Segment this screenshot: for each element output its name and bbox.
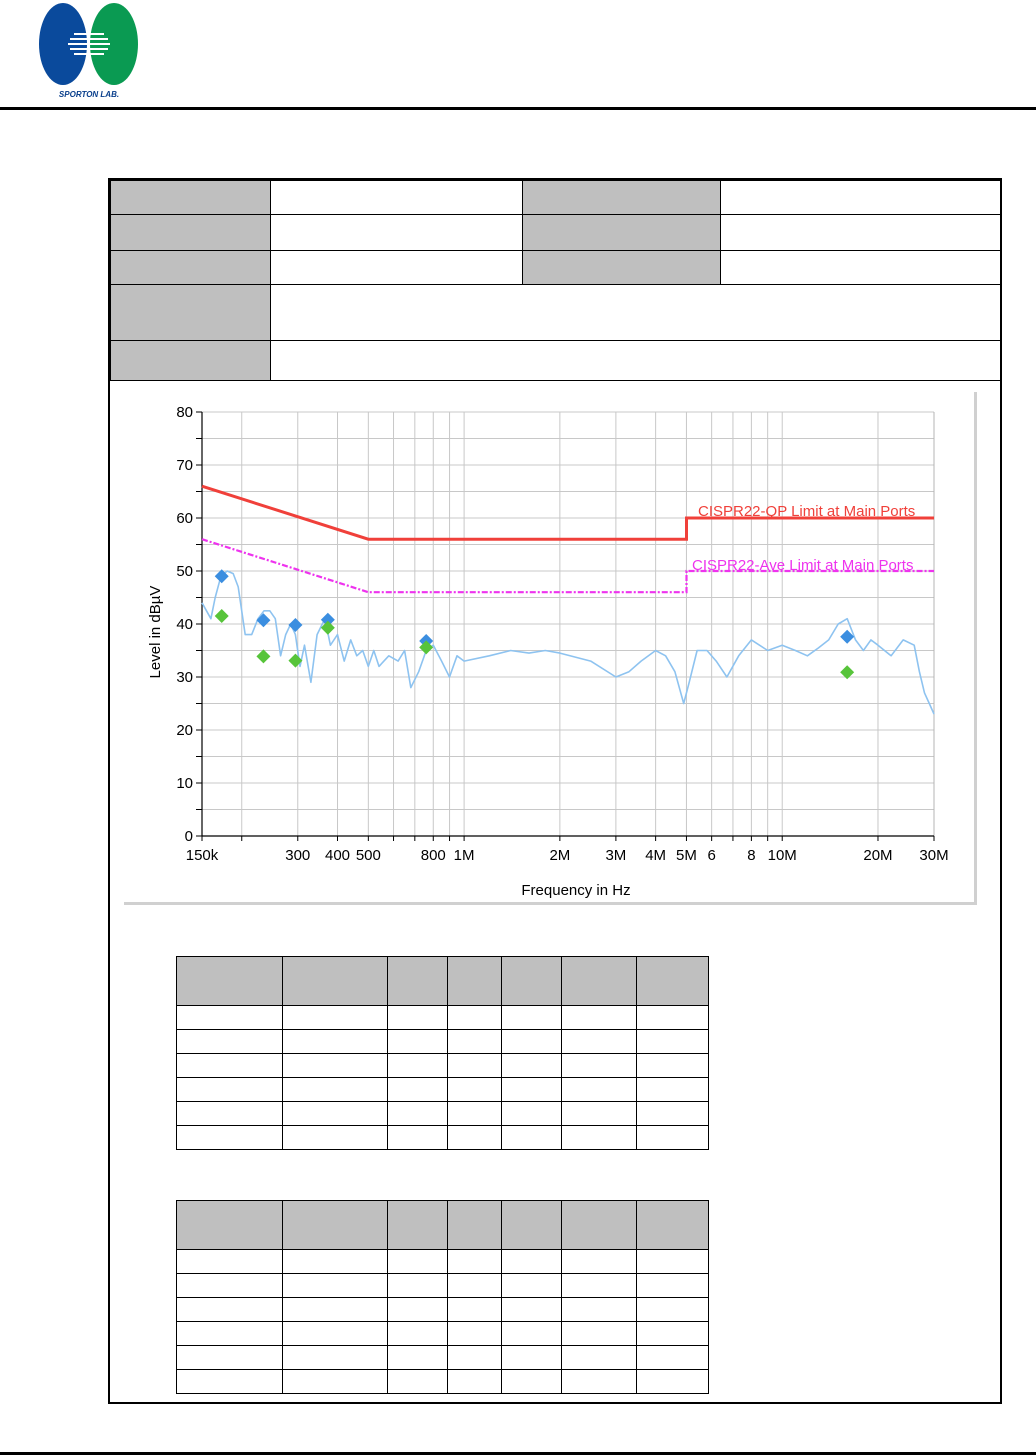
report-frame: [108, 178, 1002, 1404]
x-tick-label: 5M: [676, 847, 697, 864]
x-tick-label: 6: [707, 847, 716, 864]
x-tick-label: 10M: [767, 847, 797, 864]
x-tick-label: 3M: [605, 847, 627, 864]
y-tick-label: 20: [176, 722, 193, 739]
qp-marker: [288, 618, 302, 632]
y-axis-label: Level in dBµV: [147, 585, 164, 679]
x-tick-label: 2M: [549, 847, 571, 864]
x-tick-label: 4M: [645, 847, 667, 864]
x-tick-label: 500: [355, 847, 381, 864]
footer-rule: [0, 1452, 1036, 1455]
y-tick-label: 70: [176, 457, 193, 474]
y-tick-label: 0: [184, 828, 193, 845]
y-tick-label: 60: [176, 510, 193, 527]
y-tick-label: 10: [176, 775, 193, 792]
chart-grid: [202, 412, 934, 836]
x-tick-label: 30M: [919, 847, 949, 864]
x-tick-label: 150k: [185, 847, 219, 864]
average-marker: [215, 609, 229, 623]
average-results-table: [176, 1200, 709, 1394]
y-tick-label: 40: [176, 616, 193, 633]
chart-axes: [196, 412, 934, 841]
average-marker: [256, 649, 270, 663]
info-table: [110, 180, 1001, 381]
sporton-lab-logo: [38, 2, 140, 100]
x-tick-label: 300: [285, 847, 311, 864]
y-tick-label: 50: [176, 563, 193, 580]
ave-limit-label: CISPR22-Ave Limit at Main Ports: [692, 557, 914, 574]
qp-limit-label: CISPR22-QP Limit at Main Ports: [698, 503, 916, 520]
emission-chart-svg: [124, 392, 974, 902]
x-tick-label: 8: [747, 847, 756, 864]
logo-text: SPORTON LAB.: [58, 90, 120, 99]
qp-marker: [256, 613, 270, 627]
y-tick-label: 30: [176, 669, 193, 686]
x-tick-label: 20M: [863, 847, 893, 864]
emission-chart: [124, 392, 977, 905]
x-axis-label: Frequency in Hz: [521, 882, 631, 899]
qp-results-table: [176, 956, 709, 1150]
x-tick-label: 400: [324, 847, 351, 864]
y-tick-label: 80: [176, 404, 193, 421]
x-tick-label: 1M: [453, 847, 475, 864]
x-tick-label: 800: [420, 847, 446, 864]
header-rule: [0, 107, 1036, 110]
